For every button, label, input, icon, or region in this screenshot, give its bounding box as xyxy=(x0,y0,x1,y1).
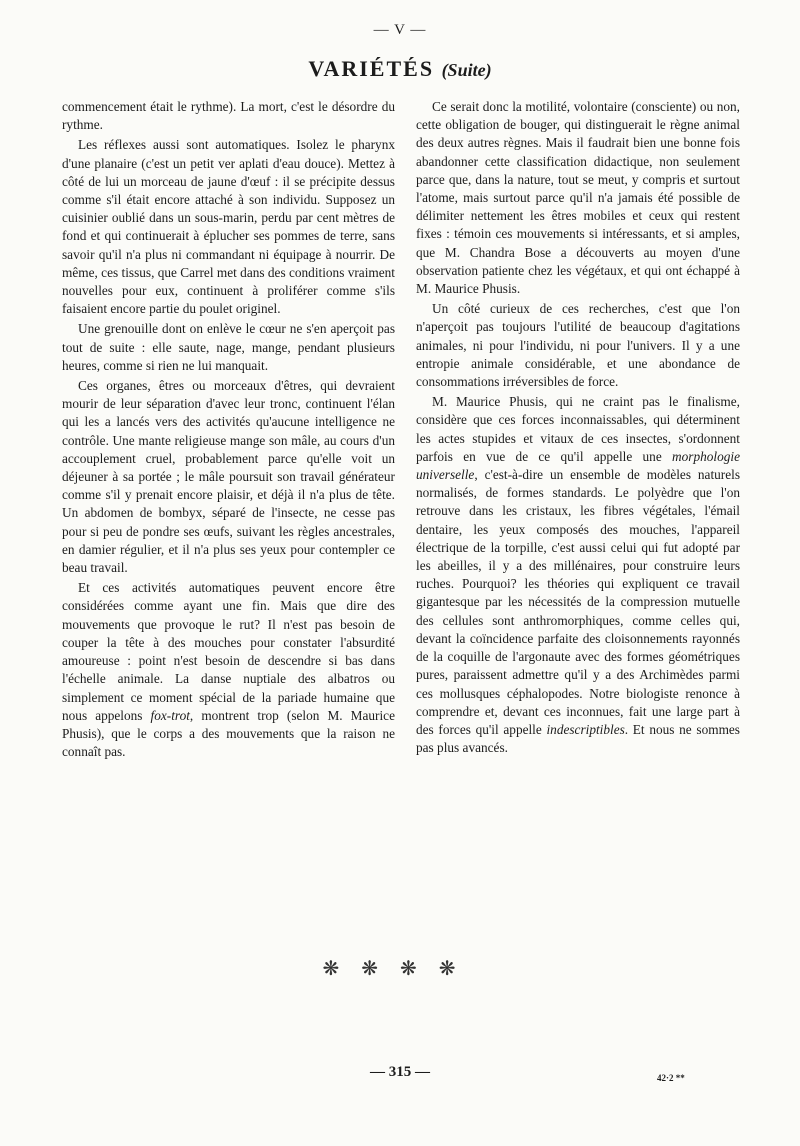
page-marker: — V — xyxy=(373,22,427,38)
paragraph: Un côté curieux de ces recherches, c'est que l'on n'aperçoit pas toujours l'utilité de beaucoup d'agitations animales, ni pour l'individu, ni pour l'univers. Il y a une entropie animale considérable, et une abondance de consommations irréversibles de force. xyxy=(416,301,740,390)
page-number: — 315 — xyxy=(370,1064,430,1080)
right-column xyxy=(416,98,740,759)
paragraph-text: . Et nous ne sommes pas plus avancés. xyxy=(416,721,740,756)
title-text: VARIÉTÉS xyxy=(308,56,435,81)
paragraph-text: Et ces activités automatiques peuvent encore être considérées comme ayant une fin. Mais que dire des mouvements que provoque le rut? Il n'est pas besoin de couper la tête à des mouches pour constater l'absurdité amoureuse : point n'est besoin de descendre si bas dans l'échelle animale. La danse nuptiale des albatros ou simplement ce moment spécial de la pariade humaine que nous appelons xyxy=(62,580,395,723)
italic-term: indescriptibles xyxy=(546,721,625,737)
left-column xyxy=(62,98,395,763)
paragraph: commencement était le rythme). La mort, c'est le désordre du rythme. xyxy=(62,99,395,133)
italic-term: morphologie universelle xyxy=(416,448,740,483)
italic-term: fox-trot xyxy=(150,707,190,723)
paragraph: Ce serait donc la motilité, volontaire (consciente) ou non, cette obligation de bouger, qui distinguerait le règne animal des deux autres règnes. Mais il faudrait bien une bonne fois abandonner cette classification didactique, non seulement parce que, dans la nature, tout se meut, y compris et surtout l'atome, mais surtout parce qu'il n'a jamais été possible de délimiter nettement les êtres mobiles et ceux qui restent fixes : témoin ces mouvements si intéressants, et si amples, que M. Chandra Bose a découverts au moyen d'une observation patiente chez les végétaux, et qui ont échappé à M. Maurice Phusis. xyxy=(416,99,740,297)
ornament-separator: ❋❋❋❋ xyxy=(322,958,478,980)
subtitle-text: (Suite) xyxy=(441,60,492,80)
paragraph xyxy=(416,393,740,757)
paragraph: Ces organes, êtres ou morceaux d'êtres, qui devraient mourir de leur séparation d'avec leur tronc, continuent l'élan qui les a lancés vers des activités qu'aucune intelligence ne contrôle. Une mante religieuse mange son mâle, au cours d'un accouplement cruel, probablement parce qu'elle voit un déjeuner à sa portée ; le mâle poursuit son travail générateur comme s'il y prenait encore plaisir, et déjà il n'a plus de tête. Un abdomen de bombyx, séparé de l'insecte, ne cesse pas pour si peu de pondre ses œufs, suivant les règles ancestrales, en damier régulier, et il n'a plus ses yeux pour contempler ce beau travail. xyxy=(62,378,395,576)
paragraph-text: M. Maurice Phusis, qui ne craint pas le finalisme, considère que ces forces inconnaissables, qui déterminent les actes stupides et vitaux de ces insectes, s'ordonnent parfois en vue de ce qu'il appelle une xyxy=(416,394,740,464)
paragraph-text: , montrent trop (selon M. Maurice Phusis), que le corps a des mouvements que la raison ne connaît pas. xyxy=(62,707,395,760)
paragraph xyxy=(62,579,395,761)
section-title xyxy=(0,56,800,82)
printer-signature: 42·2 ** xyxy=(657,1073,685,1083)
paragraph-text: , c'est-à-dire un ensemble de modèles naturels normalisés, de formes standards. Le polyèdre que l'on retrouve dans les cristaux, les fibres végétales, l'émail dentaire, les yeux composés des mouches, l'appareil électrique de la torpille, c'est aussi celui qui fut adopté par les abeilles, il y a des millénaires, pour construire leurs ruches. Pourquoi? les théories qui expliquent ce travail gigantesque par les nécessités de la compression mutuelle des cellules sont anthromorphiques, comme celles qui, devant la coïncidence parfaite des cloisonnements rayonnés de la coquille de l'argonaute avec des formes géométriques pures, paraissent admettre qu'il y a des Archimèdes parmi ces mollusques céphalopodes. Notre biologiste renonce à comprendre et, devant ces inconnues, fait une large part à des forces qu'il appelle xyxy=(416,467,740,737)
paragraph: Les réflexes aussi sont automatiques. Isolez le pharynx d'une planaire (c'est un petit ver aplati d'eau douce). Mettez à côté de lui un morceau de jaune d'œuf : il se précipite dessus comme s'il était encore attaché à son individu. Supposez un cuisinier oublié dans un sous-marin, perdu par cent mètres de fond et qui continuerait à éplucher ses pommes de terre, sans savoir qu'il n'a plus ni commandant ni équipage à nourrir. De même, ces tissus, que Carrel met dans des conditions vraiment nouvelles pour eux, continuent à proliférer comme s'ils faisaient encore partie du poulet originel. xyxy=(62,137,395,317)
paragraph: Une grenouille dont on enlève le cœur ne s'en aperçoit pas tout de suite : elle saute, nage, mange, pendant plusieurs heures, comme si rien ne lui manquait. xyxy=(62,321,395,373)
